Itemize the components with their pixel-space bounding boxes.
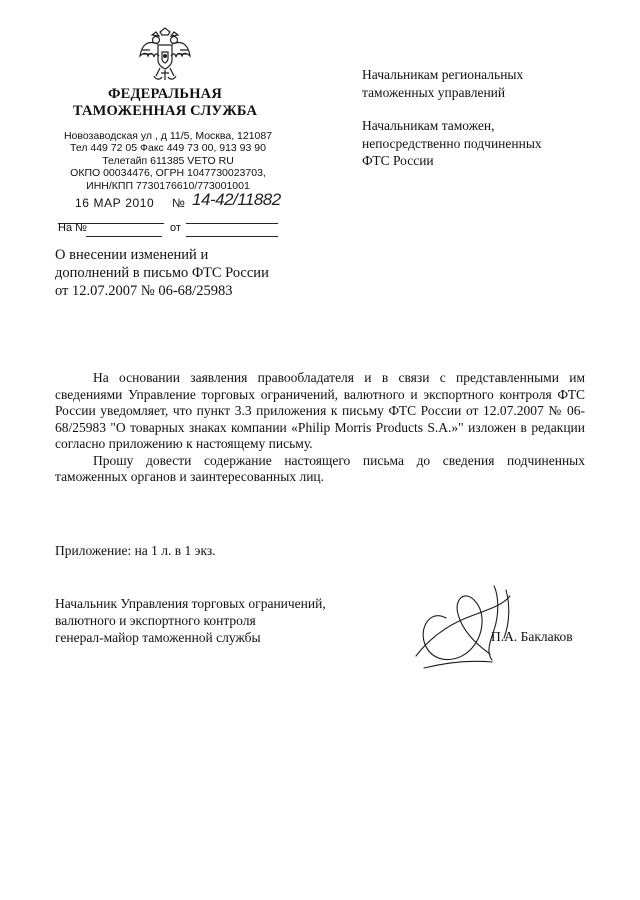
subject-line: О внесении изменений и: [55, 247, 209, 263]
organization-name: [60, 86, 270, 120]
recipient-line: Начальникам таможен,: [362, 118, 495, 133]
letter-body: [55, 370, 585, 486]
recipient-line: ФТС России: [362, 153, 434, 168]
contact-address: Новозаводская ул , д 11/5, Москва, 121087: [63, 130, 273, 142]
number-label: №: [172, 196, 185, 210]
letter-subject: [55, 246, 295, 300]
body-paragraph-2: Прошу довести содержание настоящего письма до сведения подчиненных таможенных органов и заинтересованных лиц.: [55, 452, 585, 484]
signatory-title: [55, 595, 375, 646]
contact-okpo: ОКПО 00034476, ОГРН 1047730023703,: [70, 167, 266, 180]
subject-line: от 12.07.2007 № 06-68/25983: [55, 283, 233, 299]
reply-date-underline: [186, 224, 278, 237]
recipients-block: [362, 66, 602, 186]
contact-inn: ИНН/КПП 7730176610/773001001: [86, 179, 250, 192]
recipient-line: непосредственно подчиненных: [362, 135, 542, 151]
body-paragraph-1: На основании заявления правообладателя и в связи с представленными им сведениями Управление торговых ограничений, валютного и экспортного контроля ФТС России уведомляет, что пункт 3.3 приложения к письму ФТС России от 12.07.2007 № 06-68/25983 "О товарных знаках компании «Philip Morris Products S.A.»" изложен в редакции согласно приложению к настоящему письму.: [55, 370, 585, 451]
recipient-group: [362, 117, 602, 170]
reply-to-label: На №: [58, 222, 87, 234]
organization-contacts: [52, 130, 284, 192]
contact-phone: Тел 449 72 05 Факс 449 73 00, 913 93 90: [70, 142, 266, 155]
subject-line: дополнений в письмо ФТС России: [55, 265, 269, 281]
org-line-1: ФЕДЕРАЛЬНАЯ: [107, 86, 223, 102]
recipient-line: Начальникам региональных: [362, 67, 524, 82]
reply-date-label: от: [170, 222, 181, 234]
russian-coat-of-arms-icon: [138, 26, 192, 84]
attachment-note: Приложение: на 1 л. в 1 экз.: [55, 543, 216, 558]
reply-to-underline: [86, 224, 162, 237]
org-line-2: ТАМОЖЕННАЯ СЛУЖБА: [72, 103, 258, 119]
document-date: 16 МАР 2010: [75, 196, 155, 210]
signatory-title-line: Начальник Управления торговых ограничений,: [55, 596, 326, 611]
number-underline: [186, 209, 278, 224]
signatory-title-line: генерал-майор таможенной службы: [55, 630, 261, 645]
recipient-group: [362, 66, 602, 101]
signatory-name: П.А. Баклаков: [491, 629, 573, 644]
signatory-title-line: валютного и экспортного контроля: [55, 613, 256, 628]
contact-teletype: Телетайп 611385 VETO RU: [102, 154, 234, 167]
document-number: 14-42/11882: [192, 190, 281, 209]
recipient-line: таможенных управлений: [362, 84, 506, 100]
